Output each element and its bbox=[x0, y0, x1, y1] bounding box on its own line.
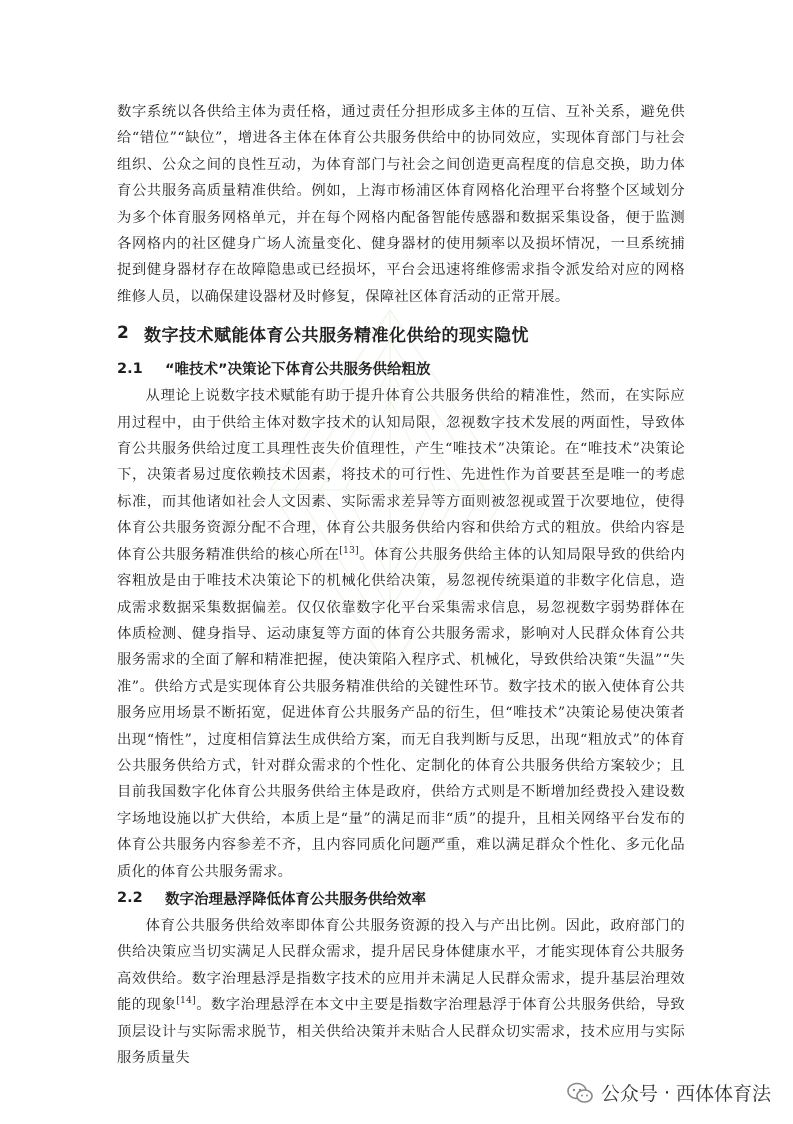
subsection-heading-2-1 bbox=[117, 356, 685, 381]
subsection-number: 2.2 bbox=[117, 890, 143, 907]
paragraph-text: 。数字治理悬浮在本文中主要是指数字治理悬浮于体育公共服务供给，导致顶层设计与实际需求脱节，相关供给决策并未贴合人民群众切实需求，技术应用与实际服务质量失 bbox=[117, 997, 685, 1066]
paragraph-2-1 bbox=[117, 383, 685, 885]
section-title: 数字技术赋能体育公共服务精准化供给的现实隐忧 bbox=[144, 325, 529, 346]
subsection-title: “唯技术”决策论下体育公共服务供给粗放 bbox=[165, 362, 431, 379]
citation-ref: [13] bbox=[339, 545, 359, 556]
separator-dot: · bbox=[663, 1081, 670, 1104]
section-number: 2 bbox=[117, 323, 130, 344]
section-heading-2 bbox=[117, 320, 685, 346]
paragraph-text: 。体育公共服务供给主体的认知局限导致的供给内容粗放是由于唯技术决策论下的机械化供给决策，易忽视传统渠道的非数字化信息，造成需求数据采集数据偏差。仅仅依靠数字化平台采集需求信息，易忽视数字弱势群体在体质检测、健身指导、运动康复等方面的体育公共服务需求，影响对人民群众体育公共服务需求的全面了解和精准把握，使决策陷入程序式、机械化，导致供给决策“失温”“失准”。供给方式是实现体育公共服务精准供给的关键性环节。数字技术的嵌入使体育公共服务应用场景不断拓宽，促进体育公共服务产品的衍生，但“唯技术”决策论易使决策者出现“惰性”，过度相信算法生成供给方案，而无自我判断与反思，出现“粗放式”的体育公共服务供给方式，针对群众需求的个性化、定制化的体育公共服务供给方案较少；且目前我国数字化体育公共服务供给主体是政府，供给方式则是不断增加经费投入建设数字场地设施以扩大供给，本质上是“量”的满足而非“质”的提升，且相关网络平台发布的体育公共服务内容参差不齐，且内容同质化问题严重，难以满足群众个性化、多元化品质化的体育公共服务需求。 bbox=[117, 546, 685, 880]
wechat-icon bbox=[567, 1082, 593, 1104]
paragraph-2-2 bbox=[117, 913, 685, 1071]
account-prefix: 公众号 bbox=[600, 1083, 658, 1105]
subsection-number: 2.1 bbox=[117, 360, 143, 377]
subsection-heading-2-2 bbox=[117, 886, 685, 911]
wechat-account-footer bbox=[567, 1079, 771, 1106]
paragraph-intro: 数字系统以各供给主体为责任格，通过责任分担形成多主体的互信、互补关系，避免供给“错位”“缺位”，增进各主体在体育公共服务供给中的协同效应，实现体育部门与社会组织、公众之间的良性互动，为体育部门与社会之间创造更高程度的信息交换，助力体育公共服务高质量精准供给。例如，上海市杨浦区体育网格化治理平台将整个区域划分为多个体育服务网格单元，并在每个网格内配备智能传感器和数据采集设备，便于监测各网格内的社区健身广场人流量变化、健身器材的使用频率以及损坏情况，一旦系统捕捉到健身器材存在故障隐患或已经损坏，平台会迅速将维修需求指令派发给对应的网格维修人员，以确保建设器材及时修复，保障社区体育活动的正常开展。 bbox=[117, 104, 685, 305]
article-body bbox=[117, 99, 685, 1071]
paragraph-text: 从理论上说数字技术赋能有助于提升体育公共服务供给的精准性，然而，在实际应用过程中，由于供给主体对数字技术的认知局限，忽视数字技术发展的两面性，导致体育公共服务供给过度工具理性丧失价值理性，产生“唯技术”决策论。在“唯技术”决策论下，决策者易过度依赖技术因素，将技术的可行性、先进性作为首要甚至是唯一的考虑标准，而其他诸如社会人文因素、实际需求差异等方面则被忽视或置于次要地位，使得体育公共服务资源分配不合理，体育公共服务供给内容和供给方式的粗放。供给内容是体育公共服务精准供给的核心所在 bbox=[117, 388, 685, 563]
subsection-title: 数字治理悬浮降低体育公共服务供给效率 bbox=[165, 891, 426, 908]
paragraph-text: 体育公共服务供给效率即体育公共服务资源的投入与产出比例。因此，政府部门的供给决策应当切实满足人民群众需求，提升居民身体健康水平，才能实现体育公共服务高效供给。数字治理悬浮是指数字技术的应用并未满足人民群众需求，提升基层治理效能的现象 bbox=[117, 917, 685, 1014]
account-name: 西体体育法 bbox=[675, 1083, 771, 1105]
citation-ref: [14] bbox=[176, 996, 196, 1007]
